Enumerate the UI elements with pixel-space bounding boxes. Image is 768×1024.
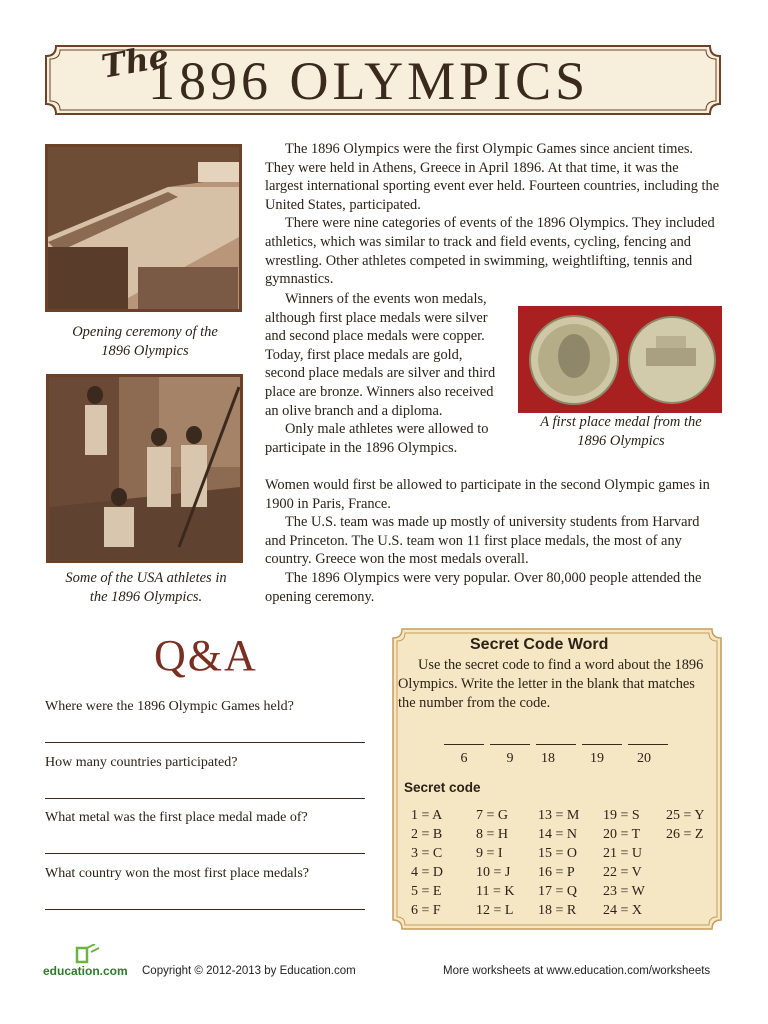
code-blank-2[interactable] bbox=[490, 744, 530, 745]
code-entry: 1 = A bbox=[411, 808, 443, 823]
code-entry: 14 = N bbox=[538, 827, 578, 842]
code-blank-number-3: 18 bbox=[541, 751, 555, 766]
code-entry: 10 = J bbox=[476, 865, 511, 880]
code-blank-5[interactable] bbox=[628, 744, 668, 745]
code-entry: 5 = E bbox=[411, 884, 442, 899]
answer-line-4[interactable] bbox=[45, 909, 365, 910]
opening-ceremony-photo bbox=[45, 144, 242, 312]
answer-line-2[interactable] bbox=[45, 798, 365, 799]
code-entry: 13 = M bbox=[538, 808, 580, 823]
code-entry: 3 = C bbox=[411, 846, 443, 861]
code-entry: 19 = S bbox=[603, 808, 640, 823]
article-paragraph-4b: Women would first be allowed to participate in the second Olympic games in 1900 in Paris, France. bbox=[265, 477, 710, 512]
code-entry: 6 = F bbox=[411, 903, 441, 918]
code-entry: 9 = I bbox=[476, 846, 503, 861]
code-entry: 23 = W bbox=[603, 884, 645, 899]
code-entry: 18 = R bbox=[538, 903, 577, 918]
code-entry: 8 = H bbox=[476, 827, 509, 842]
question-3: What metal was the first place medal made of? bbox=[45, 810, 308, 825]
footer-more-worksheets[interactable]: More worksheets at www.education.com/worksheets bbox=[443, 965, 711, 977]
secret-code-instructions: Use the secret code to find a word about the 1896 Olympics. Write the letter in the blank that matches the number from the code. bbox=[398, 657, 704, 711]
answer-line-1[interactable] bbox=[45, 742, 365, 743]
code-entry: 20 = T bbox=[603, 827, 641, 842]
code-blank-4[interactable] bbox=[582, 744, 622, 745]
title-banner bbox=[44, 36, 722, 116]
code-entry: 24 = X bbox=[603, 903, 643, 918]
code-entry: 25 = Y bbox=[666, 808, 705, 823]
article-bottom bbox=[265, 476, 720, 606]
code-entry: 15 = O bbox=[538, 846, 578, 861]
code-entry: 22 = V bbox=[603, 865, 642, 880]
footer-copyright: Copyright © 2012-2013 by Education.com bbox=[142, 965, 356, 977]
article-paragraph-5: The U.S. team was made up mostly of university students from Harvard and Princeton. The U.S. team won 11 first place medals, the most of any country. Greece won the most medals overall. bbox=[265, 514, 700, 568]
usa-athletes-photo bbox=[46, 374, 243, 563]
article-top bbox=[265, 140, 720, 289]
code-entry: 12 = L bbox=[476, 903, 514, 918]
question-4: What country won the most first place medals? bbox=[45, 866, 309, 881]
code-blank-number-2: 9 bbox=[506, 751, 514, 766]
code-entry: 16 = P bbox=[538, 865, 575, 880]
question-2: How many countries participated? bbox=[45, 755, 238, 770]
article-paragraph-1: The 1896 Olympics were the first Olympic Games since ancient times. They were held in Athens, Greece in April 1896. At that time, it was the largest international sporting event ever held. Fourteen countries, including the United States, participated. bbox=[265, 141, 720, 213]
education-logo-text[interactable]: education.com bbox=[43, 964, 128, 978]
article-middle bbox=[265, 290, 505, 457]
medal-caption: A first place medal from the 1896 Olympics bbox=[540, 414, 702, 449]
usa-athletes-caption: Some of the USA athletes in the 1896 Olympics. bbox=[65, 570, 227, 605]
secret-code-title: Secret Code Word bbox=[470, 636, 609, 653]
secret-code-label: Secret code bbox=[404, 780, 481, 795]
code-entry: 4 = D bbox=[411, 865, 444, 880]
answer-line-3[interactable] bbox=[45, 853, 365, 854]
code-blank-number-4: 19 bbox=[590, 751, 604, 766]
code-blank-3[interactable] bbox=[536, 744, 576, 745]
opening-ceremony-caption: Opening ceremony of the 1896 Olympics bbox=[72, 324, 218, 359]
code-entry: 11 = K bbox=[476, 884, 515, 899]
code-blank-1[interactable] bbox=[444, 744, 484, 745]
question-1: Where were the 1896 Olympic Games held? bbox=[45, 699, 294, 714]
title-prefix: The bbox=[98, 36, 172, 86]
article-paragraph-6: The 1896 Olympics were very popular. Over 80,000 people attended the opening ceremony. bbox=[265, 569, 702, 605]
code-entry: 26 = Z bbox=[666, 827, 704, 842]
code-entry: 17 = Q bbox=[538, 884, 578, 899]
code-blank-number-1: 6 bbox=[460, 751, 468, 766]
code-entry: 2 = B bbox=[411, 827, 443, 842]
code-entry: 7 = G bbox=[476, 808, 509, 823]
code-entry: 21 = U bbox=[603, 846, 643, 861]
medal-photo bbox=[518, 306, 722, 413]
code-blank-number-5: 20 bbox=[637, 751, 651, 766]
article-paragraph-3: Winners of the events won medals, although first place medals were silver and second place medals were copper. Today, first place medals are gold, second place medals are silver and third place are bronze. Winners also received an olive branch and a diploma. bbox=[265, 291, 496, 419]
qa-title: Q&A bbox=[154, 631, 258, 680]
article-paragraph-4a: Only male athletes were allowed to participate in the 1896 Olympics. bbox=[265, 421, 489, 456]
page-title: 1896 OLYMPICS bbox=[148, 51, 590, 111]
article-paragraph-2: There were nine categories of events of the 1896 Olympics. They included athletics, which was similar to track and field events, cycling, fencing and wrestling. Other athletes competed in swimming, weightlifting, tennis and gymnastics. bbox=[265, 215, 715, 288]
